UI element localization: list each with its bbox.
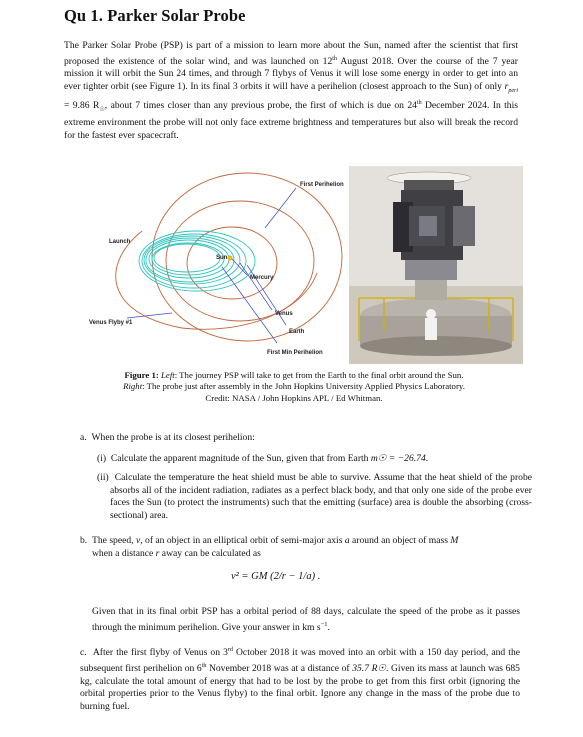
figure-caption: Figure 1: Left: The journey PSP will take to get from the Earth to the final orbit around the Sun. Right: The probe just after assembly in the John Hopkins University Applied Physics Laboratory. Credit: NASA / John Hopkins APL / Ed Whitman. <box>123 370 465 403</box>
orbit-speed-equation <box>231 571 431 601</box>
question-b-followup: Given that in its final orbit PSP has a orbital period of 88 days, calculate the speed of the probe as it passes through the minimum perihelion. Give your answer in km $s^{-1}$. <box>92 606 520 633</box>
intro-paragraph: The Parker Solar Probe (PSP) is part of a mission to learn more about the Sun, named after the scientist that first proposed the existence of the solar wind, and was launched on 12th August 2018. Over the course of the 7 year mission it will orbit the Sun 24 times, and through 7 flybys of Venus it will lose some energy in order to get into an ever tighter orbit (see Figure 1). In its final 3 orbits it will have a perihelion (closest approach to the Sun) of only $r_{peri} = 9.86$ $R_☉$, about 7 times closer than any previous probe, the first of which is due on 24th December 2024. In this extreme environment the probe will not only face extreme brightness and temperatures but also will break the record for the fastest ever spacecraft. <box>64 40 519 141</box>
label-sun: Sun <box>216 255 228 261</box>
label-first-perihelion: First Perihelion <box>300 182 344 188</box>
label-first-min-perihelion: First Min Perihelion <box>267 350 323 356</box>
label-mercury: Mercury <box>250 275 274 281</box>
question-a: a. When the probe is at its closest perihelion: <box>80 432 255 443</box>
orbit-diagram-svg <box>72 163 348 361</box>
question-title: Qu 1. Parker Solar Probe <box>64 6 246 25</box>
sun-marker <box>228 256 232 260</box>
label-launch: Launch <box>109 239 131 245</box>
label-venus-flyby: Venus Flyby #1 <box>89 320 133 326</box>
question-b: b. The speed, v, of an object in an elliptical orbit of semi-major axis a around an object of mass M when a distance r away can be calculated as <box>80 535 459 559</box>
label-venus: Venus <box>275 311 293 317</box>
spiral-orbits <box>139 231 255 291</box>
question-a-i: (i) Calculate the apparent magnitude of the Sun, given that from Earth m☉ = −26.74. <box>97 453 429 464</box>
equation-text: v² = GM (2/r − 1/a) . <box>231 571 321 582</box>
question-a-ii: (ii) Calculate the temperature the heat shield must be able to survive. Assume that the heat shield of the probe absorbs all of the incident radiation, radiates as a perfect black body, and that only one side of the probe ever faces the Sun (to protect the instruments) such that the emitting (surface) area is double the absorbing (cross-sectional) area. <box>97 472 532 521</box>
probe-photo-svg <box>349 166 523 364</box>
probe-photo <box>349 166 523 364</box>
label-earth: Earth <box>289 329 305 335</box>
question-c: c. After the first flyby of Venus on 3rd October 2018 it was moved into an orbit with a 150 day period, and the subsequent first perihelion on 6th November 2018 was at a distance of 35.7 R☉. Given its mass at launch was 685 kg, calculate the total amount of energy that had to be lost by the probe to get from this first orbit (ignoring the orbital properties prior to the Venus flyby) to the final orbit. Ignore any change in the mass of the probe due to burning fuel. <box>80 647 520 712</box>
